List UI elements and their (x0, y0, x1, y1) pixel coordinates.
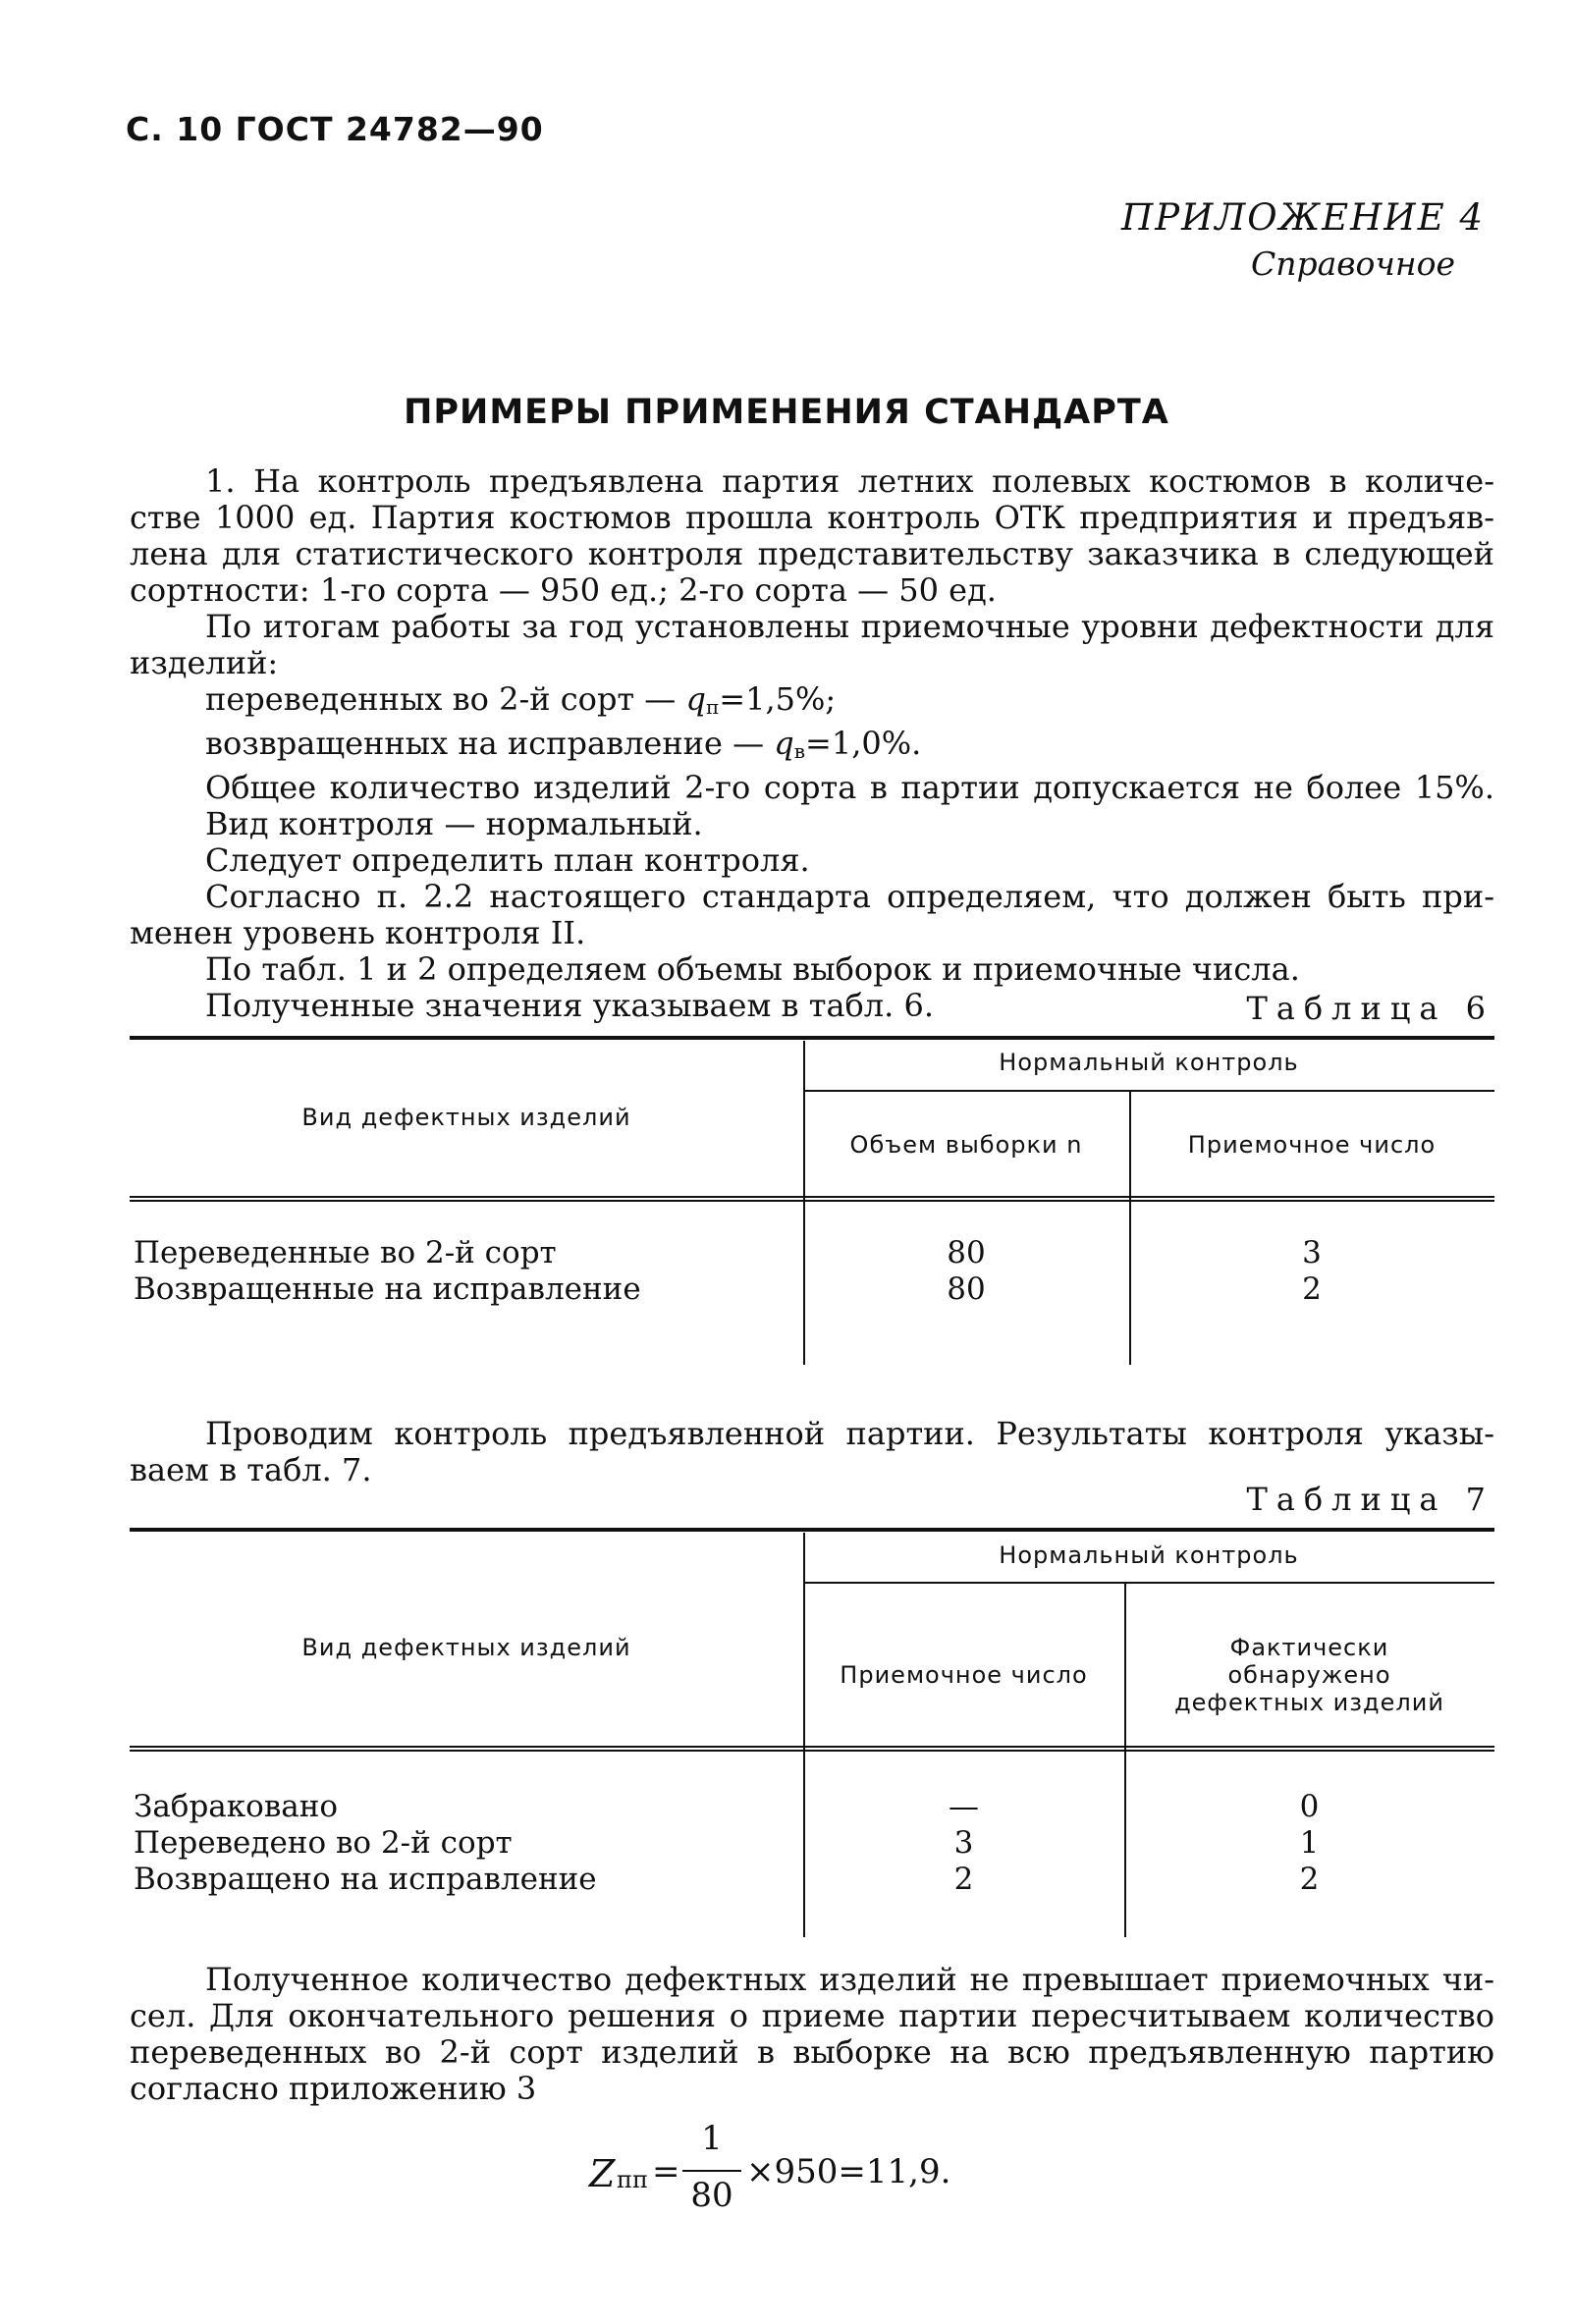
formula-subscript: пп (617, 2166, 648, 2193)
section-title: ПРИМЕРЫ ПРИМЕНЕНИЯ СТАНДАРТА (404, 393, 1169, 432)
table-rule (803, 1090, 1494, 1092)
table7-col1-header: Вид дефектных изделий (301, 1634, 631, 1661)
table-row-name: Переведенные во 2-й сорт (134, 1235, 557, 1270)
text-line: изделий: (130, 644, 279, 681)
header-line: Фактически (1229, 1634, 1389, 1661)
text-line: Полученные значения указываем в табл. 6. (205, 987, 934, 1024)
table-cell: 1 (1299, 1825, 1320, 1861)
intro-paragraphs (130, 463, 1494, 1024)
formula-z: Z (589, 2152, 616, 2195)
table-row-name: Возвращено на исправление (134, 1862, 597, 1897)
text-line: менен уровень контроля II. (130, 914, 586, 951)
header-line: обнаружено (1227, 1661, 1391, 1689)
text-line (130, 681, 1494, 726)
appendix-label-block (1121, 196, 1485, 283)
table7-group-header: Нормальный контроль (999, 1541, 1299, 1569)
table6-group-header: Нормальный контроль (999, 1049, 1299, 1076)
formula-denominator: 80 (690, 2176, 733, 2215)
text-line: По итогам работы за год установлены приемочные уровни дефектности для (205, 608, 1494, 645)
table-rule (130, 1528, 1494, 1532)
appendix-note: Справочное (1250, 244, 1455, 283)
table-rule (803, 1582, 1494, 1584)
formula (589, 2119, 1080, 2215)
table6-col3-header: Приемочное число (1187, 1131, 1437, 1159)
text-run: возвращенных на исправление — (205, 725, 775, 762)
table6-caption: Таблица 6 (1246, 990, 1494, 1027)
formula-equals: = (652, 2152, 680, 2191)
text-run: переведенных во 2-й сорт — (205, 680, 686, 718)
table-rule (130, 1036, 1494, 1040)
symbol-q: q (685, 680, 706, 718)
table-cell: 0 (1299, 1789, 1320, 1824)
text-line: По табл. 1 и 2 определяем объемы выборок и приемочные числа. (205, 950, 1300, 988)
fraction-bar (682, 2170, 741, 2172)
appendix-label: ПРИЛОЖЕНИЕ 4 (1120, 196, 1485, 239)
page-header: С. 10 ГОСТ 24782—90 (126, 110, 544, 148)
table-cell: 3 (1302, 1235, 1322, 1270)
paragraph-4 (130, 1962, 1494, 2107)
table7-caption: Таблица 7 (1246, 1481, 1494, 1518)
text-line: 1. На контроль предъявлена партия летних полевых костюмов в количе- (205, 462, 1494, 500)
table-cell: 80 (947, 1271, 986, 1307)
table-cell: — (949, 1789, 979, 1824)
text-run: =1,5%; (719, 680, 837, 718)
formula-rest: ×950=11,9. (746, 2152, 951, 2191)
table-rule (130, 1746, 1494, 1752)
table7-col3-header (1124, 1634, 1494, 1716)
text-line (130, 726, 1494, 770)
text-line: сортности: 1-го сорта — 950 ед.; 2-го сорта — 50 ед. (130, 571, 997, 609)
symbol-q: q (774, 725, 794, 762)
text-line: переведенных во 2-й сорт изделий в выборке на всю предъявленную партию (130, 2033, 1494, 2071)
text-line: Согласно п. 2.2 настоящего стандарта определяем, что должен быть при- (205, 878, 1494, 915)
text-line: ваем в табл. 7. (130, 1451, 372, 1488)
subscript: п (705, 695, 720, 719)
text-line: стве 1000 ед. Партия костюмов прошла контроль ОТК предприятия и предъяв- (130, 499, 1494, 536)
table7-col2-header: Приемочное число (840, 1661, 1088, 1689)
text-line: сел. Для окончательного решения о приеме партии пересчитываем количество (130, 1997, 1494, 2034)
text-line: Общее количество изделий 2-го сорта в партии допускается не более 15%. (205, 769, 1494, 806)
subscript: в (793, 739, 806, 763)
formula-numerator: 1 (701, 2119, 723, 2158)
table-row-name: Забраковано (134, 1789, 339, 1824)
header-line: дефектных изделий (1174, 1689, 1444, 1716)
table-rule (130, 1196, 1494, 1202)
table-cell: 2 (1302, 1271, 1322, 1307)
text-line: Полученное количество дефектных изделий не превышает приемочных чи- (205, 1961, 1494, 1998)
table-cell: 2 (1299, 1862, 1320, 1897)
table-cell: 80 (947, 1235, 986, 1270)
table-cell: 3 (953, 1825, 974, 1861)
table6-col2-header: Объем выборки n (849, 1131, 1083, 1159)
text-run: =1,0%. (805, 725, 922, 762)
table-row-name: Переведено во 2-й сорт (134, 1825, 513, 1861)
text-line: согласно приложению 3 (130, 2070, 537, 2107)
table-row-name: Возвращенные на исправление (134, 1271, 641, 1307)
text-line: Следует определить план контроля. (205, 841, 810, 879)
text-line: лена для статистического контроля представительству заказчика в следующей (130, 535, 1494, 572)
table-cell: 2 (953, 1862, 974, 1897)
paragraph-3 (130, 1416, 1494, 1488)
text-line: Проводим контроль предъявленной партии. Результаты контроля указы- (205, 1415, 1494, 1452)
text-line: Вид контроля — нормальный. (205, 805, 703, 842)
table6-col1-header: Вид дефектных изделий (301, 1104, 631, 1131)
